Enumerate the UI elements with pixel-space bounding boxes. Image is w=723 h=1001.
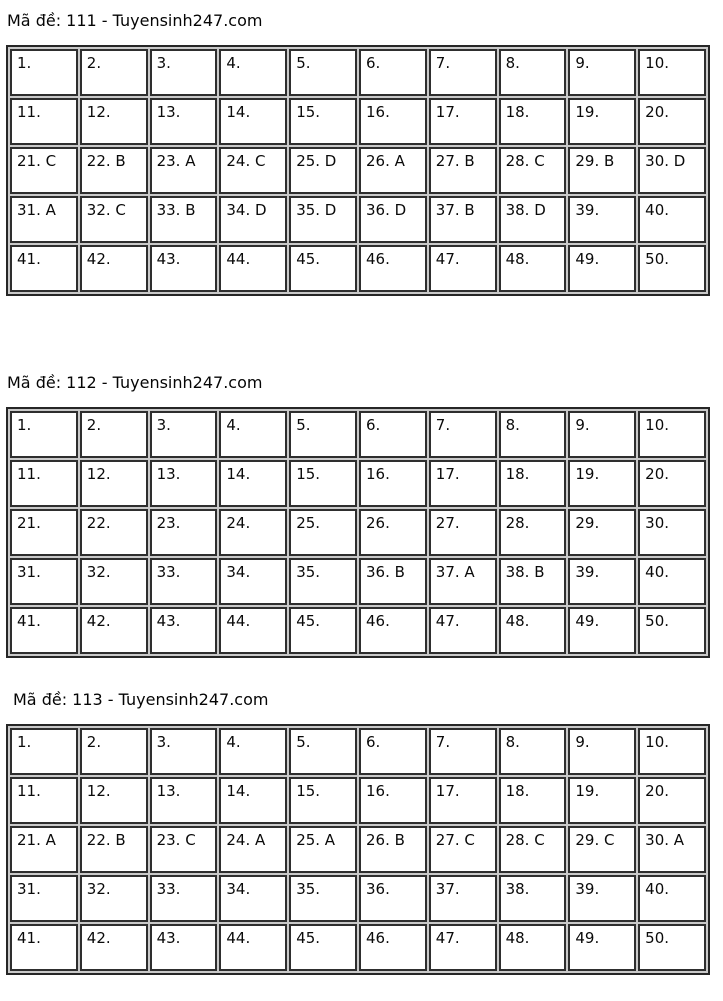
- answer-row: [10, 558, 706, 605]
- answer-row: [10, 411, 706, 458]
- answer-cell: 40.: [638, 875, 706, 922]
- answer-cell: 2.: [80, 49, 148, 96]
- answer-key-section-112: [0, 374, 723, 658]
- answer-cell: 25. A: [289, 826, 357, 873]
- answer-cell: 29. C: [568, 826, 636, 873]
- answer-cell: 23. A: [150, 147, 218, 194]
- answer-cell: 18.: [499, 460, 567, 507]
- answer-cell: 9.: [568, 728, 636, 775]
- answer-cell: 46.: [359, 245, 427, 292]
- answer-cell: 22.: [80, 509, 148, 556]
- answer-cell: 32. C: [80, 196, 148, 243]
- answer-cell: 47.: [429, 924, 497, 971]
- answer-cell: 8.: [499, 49, 567, 96]
- answer-cell: 10.: [638, 49, 706, 96]
- answer-cell: 28. C: [499, 147, 567, 194]
- answer-cell: 12.: [80, 460, 148, 507]
- answer-cell: 17.: [429, 98, 497, 145]
- answer-cell: 49.: [568, 245, 636, 292]
- answer-cell: 47.: [429, 245, 497, 292]
- answer-cell: 40.: [638, 196, 706, 243]
- answer-cell: 26. A: [359, 147, 427, 194]
- answer-cell: 33. B: [150, 196, 218, 243]
- answer-cell: 11.: [10, 98, 78, 145]
- answer-cell: 39.: [568, 196, 636, 243]
- answer-cell: 47.: [429, 607, 497, 654]
- answer-row: [10, 460, 706, 507]
- answer-cell: 27. C: [429, 826, 497, 873]
- answer-cell: 27.: [429, 509, 497, 556]
- answer-cell: 49.: [568, 607, 636, 654]
- answer-cell: 45.: [289, 245, 357, 292]
- answer-cell: 24. A: [219, 826, 287, 873]
- answer-cell: 7.: [429, 728, 497, 775]
- answer-cell: 32.: [80, 558, 148, 605]
- answer-cell: 11.: [10, 777, 78, 824]
- answer-cell: 19.: [568, 460, 636, 507]
- answer-cell: 30. D: [638, 147, 706, 194]
- answer-cell: 8.: [499, 728, 567, 775]
- answer-cell: 42.: [80, 607, 148, 654]
- answer-row: [10, 509, 706, 556]
- answer-cell: 1.: [10, 728, 78, 775]
- answer-cell: 44.: [219, 245, 287, 292]
- answer-cell: 46.: [359, 924, 427, 971]
- answer-cell: 15.: [289, 98, 357, 145]
- answer-cell: 6.: [359, 728, 427, 775]
- answer-cell: 15.: [289, 777, 357, 824]
- answer-cell: 29. B: [568, 147, 636, 194]
- answer-cell: 31.: [10, 558, 78, 605]
- answer-cell: 21. C: [10, 147, 78, 194]
- answer-cell: 48.: [499, 924, 567, 971]
- answer-cell: 41.: [10, 607, 78, 654]
- answer-cell: 13.: [150, 460, 218, 507]
- answer-row: [10, 49, 706, 96]
- answer-cell: 9.: [568, 49, 636, 96]
- answer-cell: 4.: [219, 49, 287, 96]
- answer-cell: 35.: [289, 558, 357, 605]
- answer-cell: 43.: [150, 924, 218, 971]
- answer-key-section-111: [0, 12, 723, 296]
- answer-cell: 20.: [638, 98, 706, 145]
- answer-cell: 26.: [359, 509, 427, 556]
- answer-cell: 24.: [219, 509, 287, 556]
- answer-cell: 17.: [429, 460, 497, 507]
- answer-cell: 30. A: [638, 826, 706, 873]
- answer-cell: 31.: [10, 875, 78, 922]
- answer-cell: 14.: [219, 98, 287, 145]
- answer-cell: 39.: [568, 558, 636, 605]
- answer-cell: 5.: [289, 411, 357, 458]
- answer-cell: 42.: [80, 924, 148, 971]
- answer-cell: 12.: [80, 777, 148, 824]
- answer-cell: 41.: [10, 245, 78, 292]
- answer-cell: 38.: [499, 875, 567, 922]
- answer-cell: 11.: [10, 460, 78, 507]
- answer-cell: 25.: [289, 509, 357, 556]
- answer-row: [10, 826, 706, 873]
- answer-cell: 7.: [429, 49, 497, 96]
- answer-cell: 19.: [568, 98, 636, 145]
- answer-cell: 39.: [568, 875, 636, 922]
- answer-cell: 24. C: [219, 147, 287, 194]
- answer-cell: 1.: [10, 49, 78, 96]
- answer-cell: 10.: [638, 728, 706, 775]
- answer-cell: 41.: [10, 924, 78, 971]
- answer-cell: 34.: [219, 875, 287, 922]
- answer-cell: 7.: [429, 411, 497, 458]
- answer-cell: 26. B: [359, 826, 427, 873]
- answer-cell: 8.: [499, 411, 567, 458]
- answer-cell: 4.: [219, 411, 287, 458]
- answer-cell: 14.: [219, 460, 287, 507]
- answer-cell: 48.: [499, 245, 567, 292]
- answer-cell: 38. D: [499, 196, 567, 243]
- answer-cell: 36. B: [359, 558, 427, 605]
- answer-cell: 12.: [80, 98, 148, 145]
- answer-cell: 16.: [359, 98, 427, 145]
- answer-cell: 14.: [219, 777, 287, 824]
- answer-cell: 37. A: [429, 558, 497, 605]
- answer-row: [10, 196, 706, 243]
- answer-cell: 22. B: [80, 826, 148, 873]
- answer-row: [10, 875, 706, 922]
- answer-cell: 3.: [150, 411, 218, 458]
- answer-cell: 34. D: [219, 196, 287, 243]
- answer-cell: 50.: [638, 245, 706, 292]
- answer-cell: 28.: [499, 509, 567, 556]
- answer-cell: 16.: [359, 777, 427, 824]
- answer-cell: 50.: [638, 924, 706, 971]
- answer-cell: 10.: [638, 411, 706, 458]
- answer-cell: 31. A: [10, 196, 78, 243]
- answer-cell: 45.: [289, 924, 357, 971]
- answer-cell: 2.: [80, 411, 148, 458]
- answer-cell: 22. B: [80, 147, 148, 194]
- answer-cell: 45.: [289, 607, 357, 654]
- answer-row: [10, 924, 706, 971]
- answer-cell: 49.: [568, 924, 636, 971]
- answer-cell: 3.: [150, 728, 218, 775]
- answer-cell: 30.: [638, 509, 706, 556]
- exam-code-title: Mã đề: 113 - Tuyensinh247.com: [13, 690, 269, 709]
- answer-cell: 36. D: [359, 196, 427, 243]
- answer-cell: 21.: [10, 509, 78, 556]
- answer-row: [10, 245, 706, 292]
- answer-cell: 4.: [219, 728, 287, 775]
- answer-cell: 46.: [359, 607, 427, 654]
- answer-cell: 44.: [219, 924, 287, 971]
- answer-cell: 44.: [219, 607, 287, 654]
- answer-cell: 5.: [289, 728, 357, 775]
- answer-cell: 3.: [150, 49, 218, 96]
- answer-cell: 35. D: [289, 196, 357, 243]
- answer-cell: 33.: [150, 875, 218, 922]
- answer-cell: 28. C: [499, 826, 567, 873]
- answer-table: [6, 45, 710, 296]
- answer-row: [10, 607, 706, 654]
- answer-row: [10, 147, 706, 194]
- answer-cell: 50.: [638, 607, 706, 654]
- answer-cell: 1.: [10, 411, 78, 458]
- answer-cell: 43.: [150, 245, 218, 292]
- answer-table: [6, 407, 710, 658]
- answer-cell: 33.: [150, 558, 218, 605]
- answer-cell: 38. B: [499, 558, 567, 605]
- answer-cell: 37. B: [429, 196, 497, 243]
- answer-cell: 20.: [638, 777, 706, 824]
- exam-code-title: Mã đề: 111 - Tuyensinh247.com: [7, 11, 263, 30]
- answer-row: [10, 728, 706, 775]
- answer-cell: 13.: [150, 777, 218, 824]
- answer-cell: 16.: [359, 460, 427, 507]
- answer-cell: 19.: [568, 777, 636, 824]
- answer-cell: 20.: [638, 460, 706, 507]
- answer-cell: 21. A: [10, 826, 78, 873]
- answer-cell: 17.: [429, 777, 497, 824]
- answer-row: [10, 777, 706, 824]
- answer-cell: 27. B: [429, 147, 497, 194]
- answer-cell: 36.: [359, 875, 427, 922]
- answer-cell: 42.: [80, 245, 148, 292]
- answer-cell: 15.: [289, 460, 357, 507]
- answer-cell: 2.: [80, 728, 148, 775]
- answer-cell: 37.: [429, 875, 497, 922]
- answer-table: [6, 724, 710, 975]
- answer-cell: 6.: [359, 411, 427, 458]
- answer-cell: 35.: [289, 875, 357, 922]
- answer-cell: 5.: [289, 49, 357, 96]
- answer-cell: 25. D: [289, 147, 357, 194]
- answer-cell: 13.: [150, 98, 218, 145]
- answer-cell: 34.: [219, 558, 287, 605]
- answer-cell: 43.: [150, 607, 218, 654]
- answer-cell: 18.: [499, 98, 567, 145]
- answer-cell: 48.: [499, 607, 567, 654]
- answer-cell: 9.: [568, 411, 636, 458]
- answer-cell: 23. C: [150, 826, 218, 873]
- answer-cell: 32.: [80, 875, 148, 922]
- answer-cell: 6.: [359, 49, 427, 96]
- answer-cell: 40.: [638, 558, 706, 605]
- answer-cell: 18.: [499, 777, 567, 824]
- exam-code-title: Mã đề: 112 - Tuyensinh247.com: [7, 373, 263, 392]
- answer-key-section-113: [0, 691, 723, 975]
- answer-row: [10, 98, 706, 145]
- answer-cell: 23.: [150, 509, 218, 556]
- answer-cell: 29.: [568, 509, 636, 556]
